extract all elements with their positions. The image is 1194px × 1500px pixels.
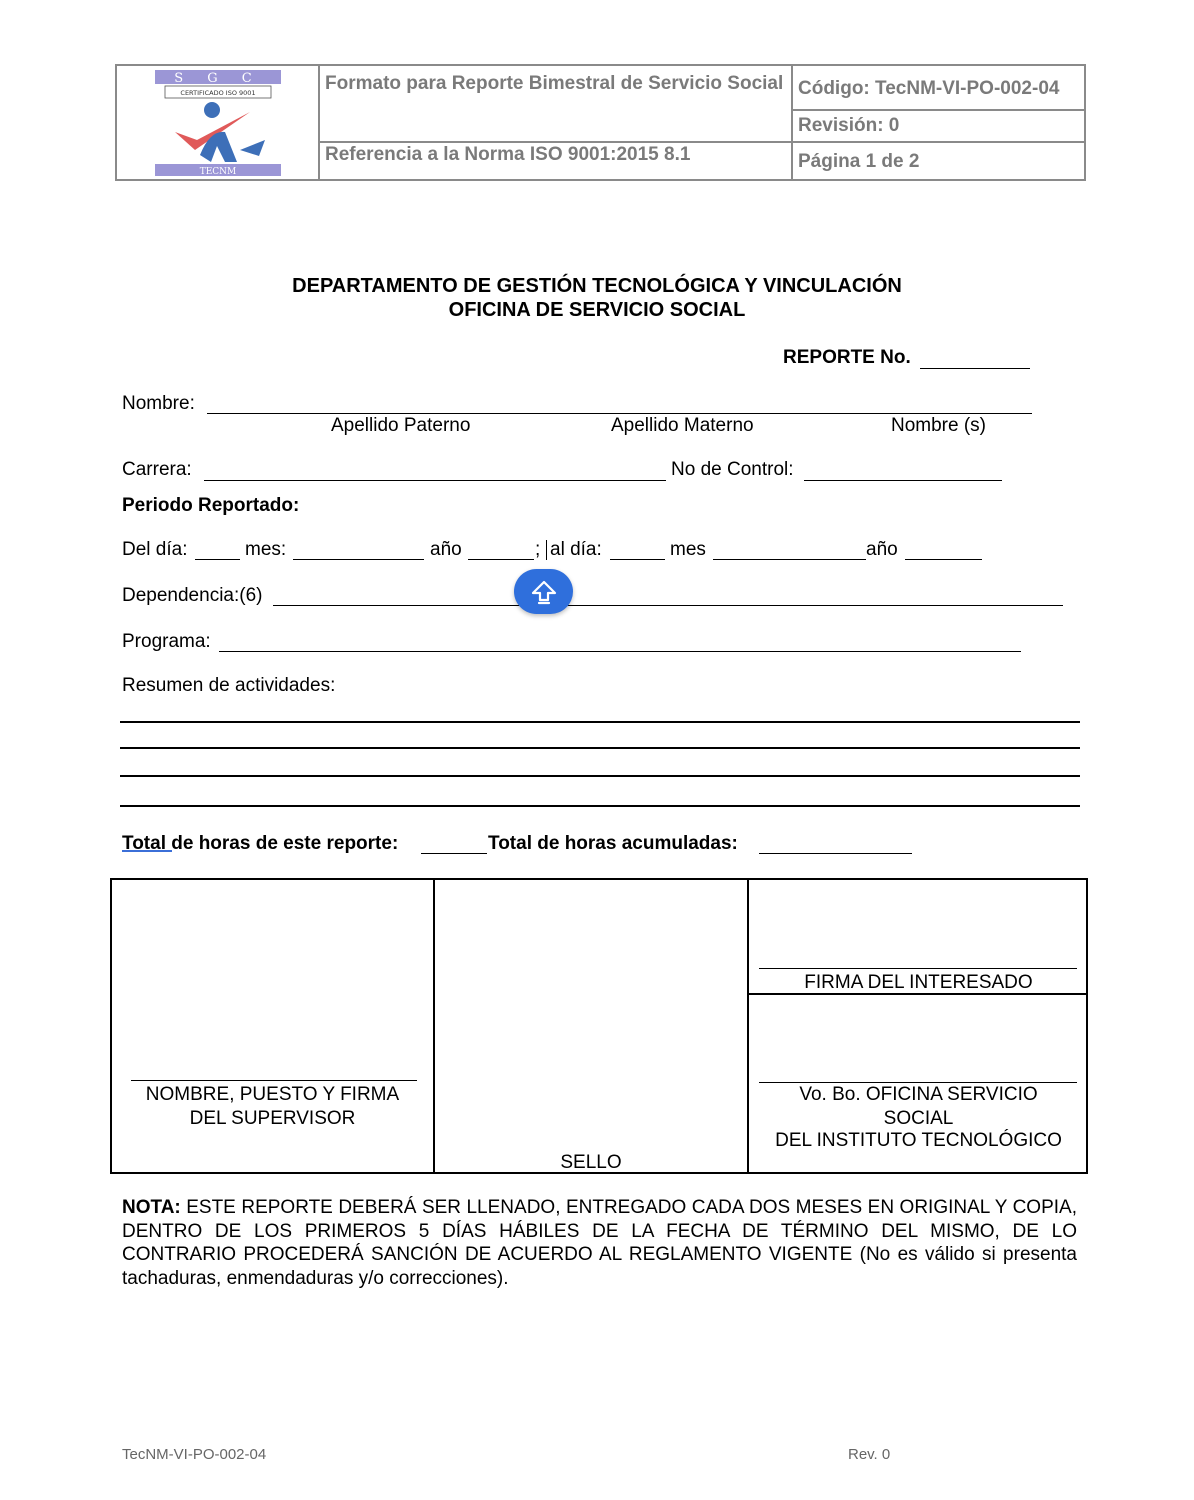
footer-revision: Rev. 0 (848, 1446, 891, 1463)
scroll-up-button[interactable] (514, 569, 573, 614)
nota-text: ESTE REPORTE DEBERÁ SER LLENADO, ENTREGADO CADA DOS MESES EN ORIGINAL Y COPIA, DENTRO DE LOS PRIMEROS 5 DÍAS HÁBILES DE LA FECHA DE TÉRMINO DEL MISMO, DE LO CONTRARIO PROCEDERÁ SANCIÓN DE ACUERDO AL REGLAMENTO VIGENTE (No es válido si presenta tachaduras, enmendaduras y/o correcciones). (122, 1197, 1077, 1289)
resumen-line-3[interactable] (120, 775, 1080, 777)
report-number-line[interactable] (920, 368, 1030, 369)
nombre-label: Nombre: (122, 393, 195, 414)
page-number: Página 1 de 2 (798, 151, 920, 172)
total-acumuladas-label: Total de horas acumuladas: (488, 833, 738, 854)
anio2-line[interactable] (905, 559, 982, 560)
supervisor-signature-line[interactable] (131, 1080, 417, 1081)
document-header (115, 64, 1086, 181)
department-title: DEPARTAMENTO DE GESTIÓN TECNOLÓGICA Y VINCULACIÓN (292, 275, 902, 297)
footer-code: TecNM-VI-PO-002-04 (122, 1446, 267, 1463)
resumen-line-2[interactable] (120, 747, 1080, 749)
apellido-paterno-caption: Apellido Paterno (331, 415, 471, 436)
anio1-line[interactable] (468, 559, 534, 560)
mes2-label: mes (670, 539, 706, 560)
spellcheck-underline (122, 850, 172, 852)
format-title: Formato para Reporte Bimestral de Servicio Social (325, 73, 784, 94)
nota-paragraph (122, 1196, 1077, 1290)
no-control-label: No de Control: (671, 459, 794, 480)
sgc-tecnm-logo (155, 70, 281, 176)
al-dia-line[interactable] (610, 559, 665, 560)
interesado-caption: FIRMA DEL INTERESADO (804, 972, 1033, 993)
document-code: Código: TecNM-VI-PO-002-04 (798, 78, 1060, 99)
semicolon: ; (535, 539, 541, 560)
mes2-line[interactable] (713, 559, 866, 560)
mes1-line[interactable] (293, 559, 424, 560)
nombre-line[interactable] (207, 413, 1032, 414)
svg-text:TECNM: TECNM (199, 167, 237, 176)
svg-text:S G C: S G C (174, 71, 262, 86)
report-number-label: REPORTE No. (783, 347, 911, 368)
revision: Revisión: 0 (798, 115, 900, 136)
anio1-label: año (430, 539, 462, 560)
del-dia-label: Del día: (122, 539, 188, 560)
dependencia-label: Dependencia:(6) (122, 585, 263, 606)
text-cursor (546, 540, 547, 560)
nota-label: NOTA: (122, 1197, 181, 1218)
programa-line[interactable] (219, 651, 1021, 652)
apellido-materno-caption: Apellido Materno (611, 415, 754, 436)
total-reporte-line[interactable] (421, 853, 487, 854)
periodo-label: Periodo Reportado: (122, 495, 300, 516)
office-title: OFICINA DE SERVICIO SOCIAL (448, 299, 746, 321)
no-control-line[interactable] (804, 480, 1002, 481)
nombres-caption: Nombre (s) (891, 415, 987, 436)
supervisor-caption-1: NOMBRE, PUESTO Y FIRMA (145, 1084, 400, 1105)
mes1-label: mes: (245, 539, 287, 560)
svg-text:CERTIFICADO ISO 9001: CERTIFICADO ISO 9001 (180, 89, 256, 97)
resumen-label: Resumen de actividades: (122, 675, 336, 696)
resumen-line-4[interactable] (120, 805, 1080, 807)
dependencia-line[interactable] (273, 605, 1063, 606)
anio2-label: año (866, 539, 898, 560)
up-arrow-icon (530, 578, 558, 606)
carrera-line[interactable] (204, 480, 666, 481)
iso-reference: Referencia a la Norma ISO 9001:2015 8.1 (325, 144, 691, 165)
carrera-label: Carrera: (122, 459, 192, 480)
total-reporte-label: Total de horas de este reporte: (122, 833, 399, 854)
interesado-signature-line[interactable] (759, 968, 1077, 969)
total-acumuladas-line[interactable] (759, 853, 912, 854)
vobo-caption-3: DEL INSTITUTO TECNOLÓGICO (775, 1130, 1062, 1151)
programa-label: Programa: (122, 631, 211, 652)
resumen-line-1[interactable] (120, 721, 1080, 723)
supervisor-caption-2: DEL SUPERVISOR (189, 1108, 356, 1129)
signature-table (110, 878, 1088, 1174)
sello-caption: SELLO (560, 1152, 622, 1173)
vobo-caption-2: SOCIAL (883, 1108, 954, 1129)
vobo-caption-1: Vo. Bo. OFICINA SERVICIO (799, 1084, 1038, 1105)
del-dia-line[interactable] (195, 559, 240, 560)
al-dia-label: al día: (550, 539, 602, 560)
